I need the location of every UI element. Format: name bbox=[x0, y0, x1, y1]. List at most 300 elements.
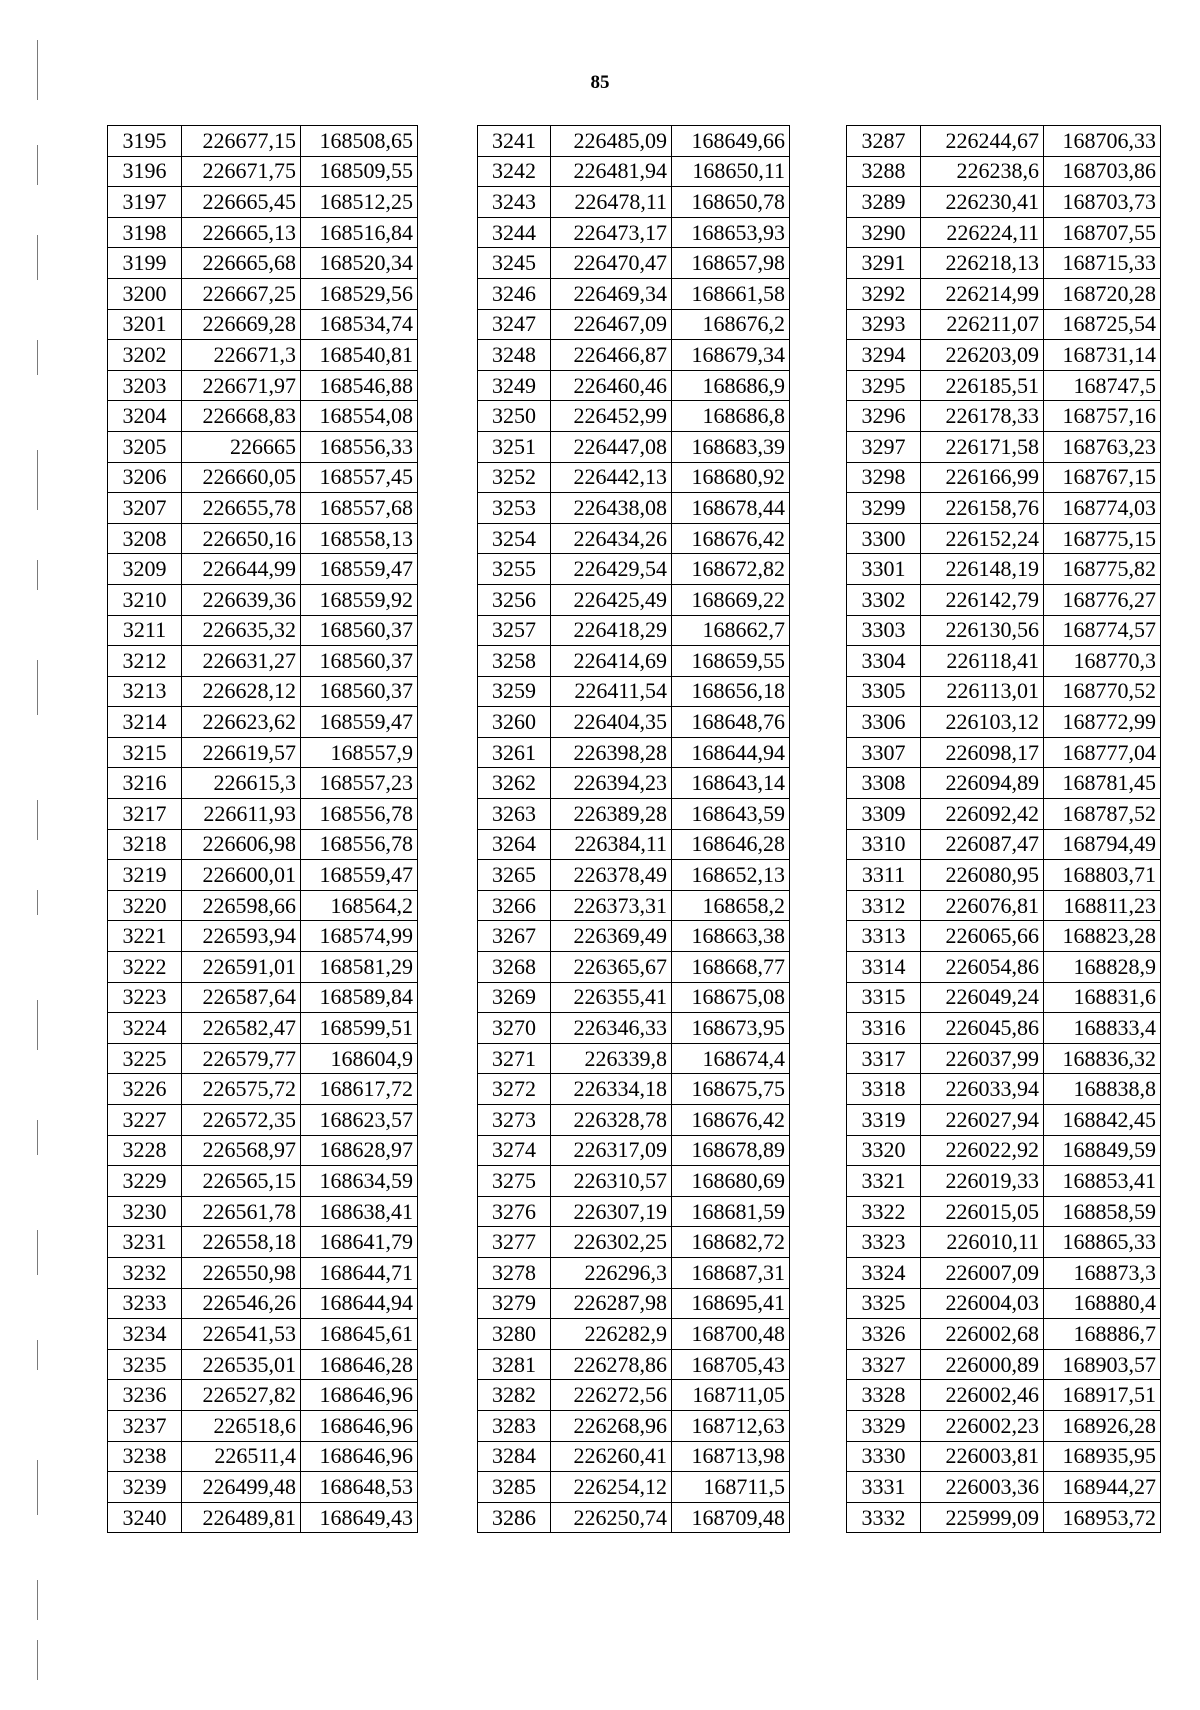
table-row bbox=[847, 615, 1161, 646]
point-number-cell: 3317 bbox=[847, 1043, 921, 1074]
table-row bbox=[478, 799, 790, 830]
point-number-cell: 3282 bbox=[478, 1380, 551, 1411]
table-row bbox=[478, 1410, 790, 1441]
table-row bbox=[847, 1502, 1161, 1533]
table-row bbox=[478, 1105, 790, 1136]
x-coordinate-cell: 226481,94 bbox=[551, 156, 672, 187]
y-coordinate-cell: 168680,69 bbox=[672, 1166, 790, 1197]
table-row bbox=[478, 768, 790, 799]
table-row bbox=[847, 1074, 1161, 1105]
table-row bbox=[478, 187, 790, 218]
table-row bbox=[847, 1472, 1161, 1503]
x-coordinate-cell: 226022,92 bbox=[921, 1135, 1044, 1166]
table-row bbox=[478, 493, 790, 524]
x-coordinate-cell: 226511,4 bbox=[182, 1441, 301, 1472]
x-coordinate-cell: 226250,74 bbox=[551, 1502, 672, 1533]
table-row bbox=[108, 1319, 418, 1350]
point-number-cell: 3216 bbox=[108, 768, 182, 799]
point-number-cell: 3204 bbox=[108, 401, 182, 432]
x-coordinate-cell: 226302,25 bbox=[551, 1227, 672, 1258]
y-coordinate-cell: 168560,37 bbox=[301, 615, 418, 646]
point-number-cell: 3270 bbox=[478, 1013, 551, 1044]
point-number-cell: 3286 bbox=[478, 1502, 551, 1533]
table-row bbox=[478, 584, 790, 615]
x-coordinate-cell: 226254,12 bbox=[551, 1472, 672, 1503]
y-coordinate-cell: 168644,71 bbox=[301, 1257, 418, 1288]
table-row bbox=[108, 890, 418, 921]
point-number-cell: 3261 bbox=[478, 737, 551, 768]
point-number-cell: 3327 bbox=[847, 1349, 921, 1380]
point-number-cell: 3323 bbox=[847, 1227, 921, 1258]
y-coordinate-cell: 168556,33 bbox=[301, 431, 418, 462]
table-row bbox=[847, 1043, 1161, 1074]
y-coordinate-cell: 168705,43 bbox=[672, 1349, 790, 1380]
x-coordinate-cell: 226593,94 bbox=[182, 921, 301, 952]
table-row bbox=[108, 309, 418, 340]
x-coordinate-cell: 226287,98 bbox=[551, 1288, 672, 1319]
y-coordinate-cell: 168659,55 bbox=[672, 646, 790, 677]
y-coordinate-cell: 168554,08 bbox=[301, 401, 418, 432]
table-row bbox=[108, 1196, 418, 1227]
table-row bbox=[108, 462, 418, 493]
table-row bbox=[478, 1502, 790, 1533]
y-coordinate-cell: 168831,6 bbox=[1044, 982, 1161, 1013]
x-coordinate-cell: 226037,99 bbox=[921, 1043, 1044, 1074]
x-coordinate-cell: 226087,47 bbox=[921, 829, 1044, 860]
x-coordinate-cell: 226113,01 bbox=[921, 676, 1044, 707]
page-number: 85 bbox=[590, 72, 610, 93]
table-row bbox=[478, 1441, 790, 1472]
table-row bbox=[478, 217, 790, 248]
y-coordinate-cell: 168617,72 bbox=[301, 1074, 418, 1105]
x-coordinate-cell: 226669,28 bbox=[182, 309, 301, 340]
x-coordinate-cell: 226019,33 bbox=[921, 1166, 1044, 1197]
point-number-cell: 3318 bbox=[847, 1074, 921, 1105]
x-coordinate-cell: 226166,99 bbox=[921, 462, 1044, 493]
y-coordinate-cell: 168646,28 bbox=[301, 1349, 418, 1380]
y-coordinate-cell: 168811,23 bbox=[1044, 890, 1161, 921]
y-coordinate-cell: 168599,51 bbox=[301, 1013, 418, 1044]
point-number-cell: 3303 bbox=[847, 615, 921, 646]
point-number-cell: 3280 bbox=[478, 1319, 551, 1350]
y-coordinate-cell: 168849,59 bbox=[1044, 1135, 1161, 1166]
table-row bbox=[847, 523, 1161, 554]
y-coordinate-cell: 168774,57 bbox=[1044, 615, 1161, 646]
point-number-cell: 3202 bbox=[108, 340, 182, 371]
table-row bbox=[108, 1013, 418, 1044]
x-coordinate-cell: 226373,31 bbox=[551, 890, 672, 921]
x-coordinate-cell: 226404,35 bbox=[551, 707, 672, 738]
table-row bbox=[847, 1166, 1161, 1197]
table-row bbox=[847, 921, 1161, 952]
table-row bbox=[108, 768, 418, 799]
y-coordinate-cell: 168675,75 bbox=[672, 1074, 790, 1105]
table-row bbox=[478, 1166, 790, 1197]
point-number-cell: 3278 bbox=[478, 1257, 551, 1288]
x-coordinate-cell: 226355,41 bbox=[551, 982, 672, 1013]
x-coordinate-cell: 226346,33 bbox=[551, 1013, 672, 1044]
point-number-cell: 3309 bbox=[847, 799, 921, 830]
table-row bbox=[478, 462, 790, 493]
point-number-cell: 3330 bbox=[847, 1441, 921, 1472]
point-number-cell: 3288 bbox=[847, 156, 921, 187]
x-coordinate-cell: 226211,07 bbox=[921, 309, 1044, 340]
y-coordinate-cell: 168680,92 bbox=[672, 462, 790, 493]
y-coordinate-cell: 168560,37 bbox=[301, 646, 418, 677]
y-coordinate-cell: 168644,94 bbox=[672, 737, 790, 768]
point-number-cell: 3320 bbox=[847, 1135, 921, 1166]
x-coordinate-cell: 226094,89 bbox=[921, 768, 1044, 799]
y-coordinate-cell: 168641,79 bbox=[301, 1227, 418, 1258]
point-number-cell: 3295 bbox=[847, 370, 921, 401]
point-number-cell: 3200 bbox=[108, 278, 182, 309]
table-row bbox=[108, 1502, 418, 1533]
x-coordinate-cell: 226668,83 bbox=[182, 401, 301, 432]
y-coordinate-cell: 168557,9 bbox=[301, 737, 418, 768]
table-row bbox=[108, 584, 418, 615]
x-coordinate-cell: 226447,08 bbox=[551, 431, 672, 462]
x-coordinate-cell: 226171,58 bbox=[921, 431, 1044, 462]
point-number-cell: 3196 bbox=[108, 156, 182, 187]
x-coordinate-cell: 226414,69 bbox=[551, 646, 672, 677]
point-number-cell: 3234 bbox=[108, 1319, 182, 1350]
table-row bbox=[847, 431, 1161, 462]
x-coordinate-cell: 226260,41 bbox=[551, 1441, 672, 1472]
x-coordinate-cell: 226098,17 bbox=[921, 737, 1044, 768]
point-number-cell: 3292 bbox=[847, 278, 921, 309]
table-row bbox=[108, 921, 418, 952]
y-coordinate-cell: 168686,8 bbox=[672, 401, 790, 432]
y-coordinate-cell: 168559,47 bbox=[301, 860, 418, 891]
x-coordinate-cell: 226561,78 bbox=[182, 1196, 301, 1227]
y-coordinate-cell: 168669,22 bbox=[672, 584, 790, 615]
y-coordinate-cell: 168658,2 bbox=[672, 890, 790, 921]
table-row bbox=[847, 187, 1161, 218]
table-row bbox=[108, 523, 418, 554]
table-row bbox=[108, 493, 418, 524]
y-coordinate-cell: 168731,14 bbox=[1044, 340, 1161, 371]
table-row bbox=[108, 431, 418, 462]
point-number-cell: 3301 bbox=[847, 554, 921, 585]
x-coordinate-cell: 226230,41 bbox=[921, 187, 1044, 218]
y-coordinate-cell: 168703,73 bbox=[1044, 187, 1161, 218]
y-coordinate-cell: 168559,47 bbox=[301, 707, 418, 738]
x-coordinate-cell: 226268,96 bbox=[551, 1410, 672, 1441]
x-coordinate-cell: 226130,56 bbox=[921, 615, 1044, 646]
y-coordinate-cell: 168676,42 bbox=[672, 523, 790, 554]
point-number-cell: 3284 bbox=[478, 1441, 551, 1472]
table-row bbox=[847, 1105, 1161, 1136]
table-row bbox=[847, 952, 1161, 983]
point-number-cell: 3228 bbox=[108, 1135, 182, 1166]
table-row bbox=[108, 248, 418, 279]
point-number-cell: 3281 bbox=[478, 1349, 551, 1380]
table-row bbox=[847, 1135, 1161, 1166]
point-number-cell: 3304 bbox=[847, 646, 921, 677]
point-number-cell: 3212 bbox=[108, 646, 182, 677]
x-coordinate-cell: 226460,46 bbox=[551, 370, 672, 401]
table-row bbox=[108, 646, 418, 677]
point-number-cell: 3224 bbox=[108, 1013, 182, 1044]
table-row bbox=[478, 646, 790, 677]
point-number-cell: 3299 bbox=[847, 493, 921, 524]
table-row bbox=[847, 401, 1161, 432]
y-coordinate-cell: 168678,89 bbox=[672, 1135, 790, 1166]
point-number-cell: 3272 bbox=[478, 1074, 551, 1105]
table-row bbox=[847, 1196, 1161, 1227]
point-number-cell: 3259 bbox=[478, 676, 551, 707]
x-coordinate-cell: 226049,24 bbox=[921, 982, 1044, 1013]
x-coordinate-cell: 226118,41 bbox=[921, 646, 1044, 677]
x-coordinate-cell: 226411,54 bbox=[551, 676, 672, 707]
y-coordinate-cell: 168648,76 bbox=[672, 707, 790, 738]
y-coordinate-cell: 168903,57 bbox=[1044, 1349, 1161, 1380]
x-coordinate-cell: 226565,15 bbox=[182, 1166, 301, 1197]
x-coordinate-cell: 226677,15 bbox=[182, 126, 301, 157]
y-coordinate-cell: 168604,9 bbox=[301, 1043, 418, 1074]
point-number-cell: 3331 bbox=[847, 1472, 921, 1503]
table-row bbox=[847, 1013, 1161, 1044]
table-row bbox=[847, 768, 1161, 799]
x-coordinate-cell: 226671,75 bbox=[182, 156, 301, 187]
point-number-cell: 3218 bbox=[108, 829, 182, 860]
y-coordinate-cell: 168706,33 bbox=[1044, 126, 1161, 157]
x-coordinate-cell: 226671,97 bbox=[182, 370, 301, 401]
x-coordinate-cell: 226469,34 bbox=[551, 278, 672, 309]
x-coordinate-cell: 226485,09 bbox=[551, 126, 672, 157]
y-coordinate-cell: 168770,3 bbox=[1044, 646, 1161, 677]
y-coordinate-cell: 168709,48 bbox=[672, 1502, 790, 1533]
y-coordinate-cell: 168557,23 bbox=[301, 768, 418, 799]
x-coordinate-cell: 226418,29 bbox=[551, 615, 672, 646]
point-number-cell: 3250 bbox=[478, 401, 551, 432]
point-number-cell: 3239 bbox=[108, 1472, 182, 1503]
x-coordinate-cell: 226665 bbox=[182, 431, 301, 462]
point-number-cell: 3251 bbox=[478, 431, 551, 462]
table-row bbox=[847, 707, 1161, 738]
table-row bbox=[108, 982, 418, 1013]
y-coordinate-cell: 168682,72 bbox=[672, 1227, 790, 1258]
x-coordinate-cell: 226558,18 bbox=[182, 1227, 301, 1258]
y-coordinate-cell: 168520,34 bbox=[301, 248, 418, 279]
y-coordinate-cell: 168683,39 bbox=[672, 431, 790, 462]
point-number-cell: 3279 bbox=[478, 1288, 551, 1319]
table-row bbox=[108, 187, 418, 218]
y-coordinate-cell: 168557,68 bbox=[301, 493, 418, 524]
table-row bbox=[108, 615, 418, 646]
x-coordinate-cell: 226002,68 bbox=[921, 1319, 1044, 1350]
x-coordinate-cell: 226238,6 bbox=[921, 156, 1044, 187]
x-coordinate-cell: 226398,28 bbox=[551, 737, 672, 768]
table-row bbox=[478, 1472, 790, 1503]
table-row bbox=[108, 1105, 418, 1136]
point-number-cell: 3222 bbox=[108, 952, 182, 983]
table-row bbox=[478, 982, 790, 1013]
table-row bbox=[108, 1349, 418, 1380]
x-coordinate-cell: 226027,94 bbox=[921, 1105, 1044, 1136]
x-coordinate-cell: 226339,8 bbox=[551, 1043, 672, 1074]
x-coordinate-cell: 226007,09 bbox=[921, 1257, 1044, 1288]
y-coordinate-cell: 168842,45 bbox=[1044, 1105, 1161, 1136]
y-coordinate-cell: 168559,47 bbox=[301, 554, 418, 585]
x-coordinate-cell: 226004,03 bbox=[921, 1288, 1044, 1319]
table-row bbox=[108, 1043, 418, 1074]
point-number-cell: 3257 bbox=[478, 615, 551, 646]
y-coordinate-cell: 168833,4 bbox=[1044, 1013, 1161, 1044]
x-coordinate-cell: 226628,12 bbox=[182, 676, 301, 707]
table-row bbox=[847, 982, 1161, 1013]
x-coordinate-cell: 226665,68 bbox=[182, 248, 301, 279]
point-number-cell: 3238 bbox=[108, 1441, 182, 1472]
point-number-cell: 3207 bbox=[108, 493, 182, 524]
y-coordinate-cell: 168777,04 bbox=[1044, 737, 1161, 768]
point-number-cell: 3255 bbox=[478, 554, 551, 585]
x-coordinate-cell: 226575,72 bbox=[182, 1074, 301, 1105]
table-row bbox=[478, 554, 790, 585]
point-number-cell: 3308 bbox=[847, 768, 921, 799]
table-row bbox=[478, 615, 790, 646]
y-coordinate-cell: 168556,78 bbox=[301, 799, 418, 830]
x-coordinate-cell: 226296,3 bbox=[551, 1257, 672, 1288]
y-coordinate-cell: 168681,59 bbox=[672, 1196, 790, 1227]
x-coordinate-cell: 226598,66 bbox=[182, 890, 301, 921]
coordinates-table-3 bbox=[846, 125, 1161, 1533]
x-coordinate-cell: 226518,6 bbox=[182, 1410, 301, 1441]
x-coordinate-cell: 226003,81 bbox=[921, 1441, 1044, 1472]
point-number-cell: 3291 bbox=[847, 248, 921, 279]
point-number-cell: 3324 bbox=[847, 1257, 921, 1288]
table-row bbox=[108, 1227, 418, 1258]
table-row bbox=[478, 1349, 790, 1380]
x-coordinate-cell: 226010,11 bbox=[921, 1227, 1044, 1258]
table-row bbox=[478, 370, 790, 401]
point-number-cell: 3225 bbox=[108, 1043, 182, 1074]
y-coordinate-cell: 168634,59 bbox=[301, 1166, 418, 1197]
table-row bbox=[108, 1472, 418, 1503]
point-number-cell: 3293 bbox=[847, 309, 921, 340]
point-number-cell: 3263 bbox=[478, 799, 551, 830]
table-row bbox=[478, 248, 790, 279]
y-coordinate-cell: 168662,7 bbox=[672, 615, 790, 646]
y-coordinate-cell: 168650,78 bbox=[672, 187, 790, 218]
y-coordinate-cell: 168838,8 bbox=[1044, 1074, 1161, 1105]
point-number-cell: 3243 bbox=[478, 187, 551, 218]
point-number-cell: 3199 bbox=[108, 248, 182, 279]
y-coordinate-cell: 168828,9 bbox=[1044, 952, 1161, 983]
point-number-cell: 3294 bbox=[847, 340, 921, 371]
y-coordinate-cell: 168953,72 bbox=[1044, 1502, 1161, 1533]
y-coordinate-cell: 168935,95 bbox=[1044, 1441, 1161, 1472]
table-row bbox=[847, 1410, 1161, 1441]
x-coordinate-cell: 226272,56 bbox=[551, 1380, 672, 1411]
table-row bbox=[847, 1349, 1161, 1380]
table-row bbox=[478, 1043, 790, 1074]
point-number-cell: 3285 bbox=[478, 1472, 551, 1503]
y-coordinate-cell: 168725,54 bbox=[1044, 309, 1161, 340]
x-coordinate-cell: 226103,12 bbox=[921, 707, 1044, 738]
y-coordinate-cell: 168858,59 bbox=[1044, 1196, 1161, 1227]
point-number-cell: 3302 bbox=[847, 584, 921, 615]
point-number-cell: 3316 bbox=[847, 1013, 921, 1044]
y-coordinate-cell: 168559,92 bbox=[301, 584, 418, 615]
point-number-cell: 3307 bbox=[847, 737, 921, 768]
point-number-cell: 3254 bbox=[478, 523, 551, 554]
y-coordinate-cell: 168676,2 bbox=[672, 309, 790, 340]
point-number-cell: 3266 bbox=[478, 890, 551, 921]
table-row bbox=[478, 1196, 790, 1227]
point-number-cell: 3253 bbox=[478, 493, 551, 524]
table-row bbox=[108, 1441, 418, 1472]
table-row bbox=[478, 890, 790, 921]
point-number-cell: 3314 bbox=[847, 952, 921, 983]
point-number-cell: 3283 bbox=[478, 1410, 551, 1441]
point-number-cell: 3332 bbox=[847, 1502, 921, 1533]
table-row bbox=[847, 340, 1161, 371]
x-coordinate-cell: 226384,11 bbox=[551, 829, 672, 860]
x-coordinate-cell: 226092,42 bbox=[921, 799, 1044, 830]
table-row bbox=[847, 1319, 1161, 1350]
y-coordinate-cell: 168767,15 bbox=[1044, 462, 1161, 493]
point-number-cell: 3223 bbox=[108, 982, 182, 1013]
point-number-cell: 3197 bbox=[108, 187, 182, 218]
point-number-cell: 3258 bbox=[478, 646, 551, 677]
table-row bbox=[108, 860, 418, 891]
y-coordinate-cell: 168772,99 bbox=[1044, 707, 1161, 738]
table-row bbox=[847, 799, 1161, 830]
y-coordinate-cell: 168787,52 bbox=[1044, 799, 1161, 830]
point-number-cell: 3227 bbox=[108, 1105, 182, 1136]
table-row bbox=[108, 1288, 418, 1319]
table-row bbox=[108, 799, 418, 830]
table-row bbox=[847, 890, 1161, 921]
table-row bbox=[478, 340, 790, 371]
x-coordinate-cell: 226282,9 bbox=[551, 1319, 672, 1350]
x-coordinate-cell: 226665,13 bbox=[182, 217, 301, 248]
x-coordinate-cell: 226541,53 bbox=[182, 1319, 301, 1350]
x-coordinate-cell: 226587,64 bbox=[182, 982, 301, 1013]
x-coordinate-cell: 226334,18 bbox=[551, 1074, 672, 1105]
point-number-cell: 3290 bbox=[847, 217, 921, 248]
x-coordinate-cell: 226631,27 bbox=[182, 646, 301, 677]
y-coordinate-cell: 168646,96 bbox=[301, 1380, 418, 1411]
y-coordinate-cell: 168944,27 bbox=[1044, 1472, 1161, 1503]
point-number-cell: 3206 bbox=[108, 462, 182, 493]
x-coordinate-cell: 226671,3 bbox=[182, 340, 301, 371]
y-coordinate-cell: 168747,5 bbox=[1044, 370, 1161, 401]
point-number-cell: 3210 bbox=[108, 584, 182, 615]
point-number-cell: 3241 bbox=[478, 126, 551, 157]
point-number-cell: 3219 bbox=[108, 860, 182, 891]
point-number-cell: 3198 bbox=[108, 217, 182, 248]
y-coordinate-cell: 168674,4 bbox=[672, 1043, 790, 1074]
x-coordinate-cell: 226000,89 bbox=[921, 1349, 1044, 1380]
x-coordinate-cell: 226278,86 bbox=[551, 1349, 672, 1380]
point-number-cell: 3240 bbox=[108, 1502, 182, 1533]
table-row bbox=[478, 737, 790, 768]
point-number-cell: 3242 bbox=[478, 156, 551, 187]
y-coordinate-cell: 168649,66 bbox=[672, 126, 790, 157]
x-coordinate-cell: 226644,99 bbox=[182, 554, 301, 585]
x-coordinate-cell: 226579,77 bbox=[182, 1043, 301, 1074]
y-coordinate-cell: 168794,49 bbox=[1044, 829, 1161, 860]
x-coordinate-cell: 226224,11 bbox=[921, 217, 1044, 248]
x-coordinate-cell: 226639,36 bbox=[182, 584, 301, 615]
table-row bbox=[847, 829, 1161, 860]
x-coordinate-cell: 226655,78 bbox=[182, 493, 301, 524]
point-number-cell: 3245 bbox=[478, 248, 551, 279]
x-coordinate-cell: 226619,57 bbox=[182, 737, 301, 768]
table-row bbox=[108, 1257, 418, 1288]
